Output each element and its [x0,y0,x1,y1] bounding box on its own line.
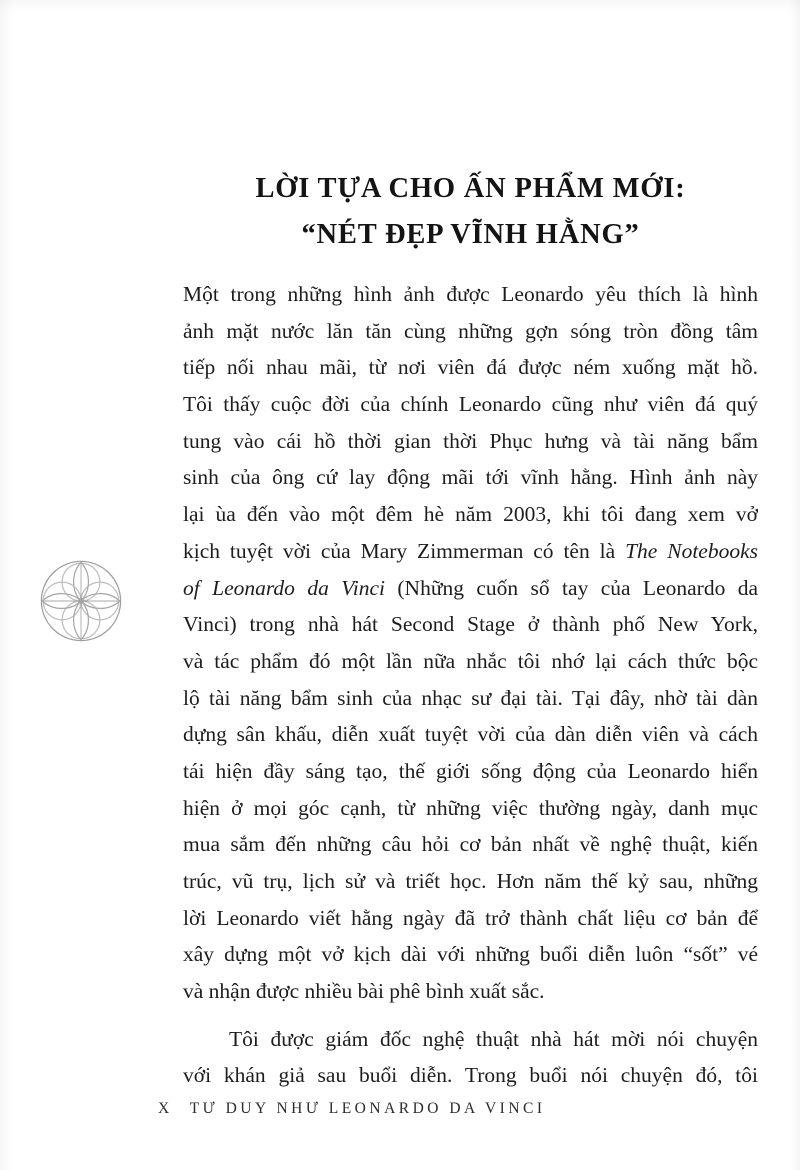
chapter-title [183,166,758,258]
text-line [183,680,758,717]
text-segment: lộ tài năng bẩm sinh của nhạc sư đại tài. Tại đây, nhờ tài dàn [183,685,758,710]
text-line [183,313,758,350]
text-line [183,973,758,1010]
text-segment: lại ùa đến vào một đêm hè năm 2003, khi tôi đang xem vở [183,502,758,527]
italic-text-segment: The Notebooks [625,538,758,563]
footer-running-title: TƯ DUY NHƯ LEONARDO DA VINCI [189,1100,546,1117]
text-line [183,900,758,937]
footer-page-number: X [158,1100,173,1117]
text-segment: kịch tuyệt vời của Mary Zimmerman có tên là [183,538,626,563]
text-segment: với khán giả sau buổi diễn. Trong buổi nói chuyện đó, tôi [183,1063,758,1088]
text-segment: và tác phẩm đó một lần nữa nhắc tôi nhớ lại cách thức bộc [183,648,758,673]
text-segment: Một trong những hình ảnh được Leonardo yêu thích là hình [183,282,758,306]
text-segment: mua sắm đến những câu hỏi cơ bản nhất về nghệ thuật, kiến [183,832,758,857]
text-segment: Tôi thấy cuộc đời của chính Leonardo cũng như viên đá quý [183,392,758,417]
text-segment: Tôi được giám đốc nghệ thuật nhà hát mời nói chuyện [229,1026,758,1051]
text-line [183,643,758,680]
text-line [183,276,758,313]
text-line [183,349,758,386]
text-segment: tái hiện đầy sáng tạo, thế giới sống động của Leonardo hiển [183,758,758,783]
text-line [183,496,758,533]
text-line [183,386,758,423]
text-line [183,1021,758,1058]
text-segment: và nhận được nhiều bài phê bình xuất sắc. [183,979,545,1004]
text-segment: tiếp nối nhau mãi, từ nơi viên đá được ném xuống mặt hồ. [183,355,758,380]
text-line [183,790,758,827]
text-line [183,423,758,460]
rosette-ornament-icon [36,556,126,646]
text-segment: ảnh mặt nước lăn tăn cùng những gợn sóng tròn đồng tâm [183,318,758,343]
text-line [183,936,758,973]
text-line [183,863,758,900]
text-line [183,716,758,753]
paragraph [183,276,758,1010]
text-segment: xây dựng một vở kịch dài với những buổi diễn luôn “sốt” vé [183,942,758,967]
text-line [183,533,758,570]
text-line [183,606,758,643]
text-line [183,753,758,790]
text-segment: lời Leonardo viết hằng ngày đã trở thành chất liệu cơ bản để [183,905,758,930]
paragraph [183,1021,758,1094]
text-line [183,826,758,863]
text-segment: tung vào cái hồ thời gian thời Phục hưng và tài năng bẩm [183,428,758,453]
italic-text-segment: of Leonardo da Vinci [183,575,385,600]
page-footer [158,1100,546,1118]
text-segment: sinh của ông cứ lay động mãi tới vĩnh hằng. Hình ảnh này [183,465,758,490]
chapter-title-line1: LỜI TỰA CHO ẤN PHẨM MỚI: [255,173,686,204]
text-segment: Vinci) trong nhà hát Second Stage ở thành phố New York, [183,612,758,637]
body-text [183,276,758,1094]
chapter-title-line2: “NÉT ĐẸP VĨNH HẰNG” [301,219,640,250]
text-segment: dựng sân khấu, diễn xuất tuyệt vời của dàn diễn viên và cách [183,722,758,747]
text-line [183,459,758,496]
text-segment: hiện ở mọi góc cạnh, từ những việc thường ngày, danh mục [183,795,758,820]
text-line [183,570,758,607]
text-segment: (Những cuốn sổ tay của Leonardo da [385,575,758,600]
text-segment: trúc, vũ trụ, lịch sử và triết học. Hơn năm thế kỷ sau, những [183,869,758,893]
text-line [183,1057,758,1094]
